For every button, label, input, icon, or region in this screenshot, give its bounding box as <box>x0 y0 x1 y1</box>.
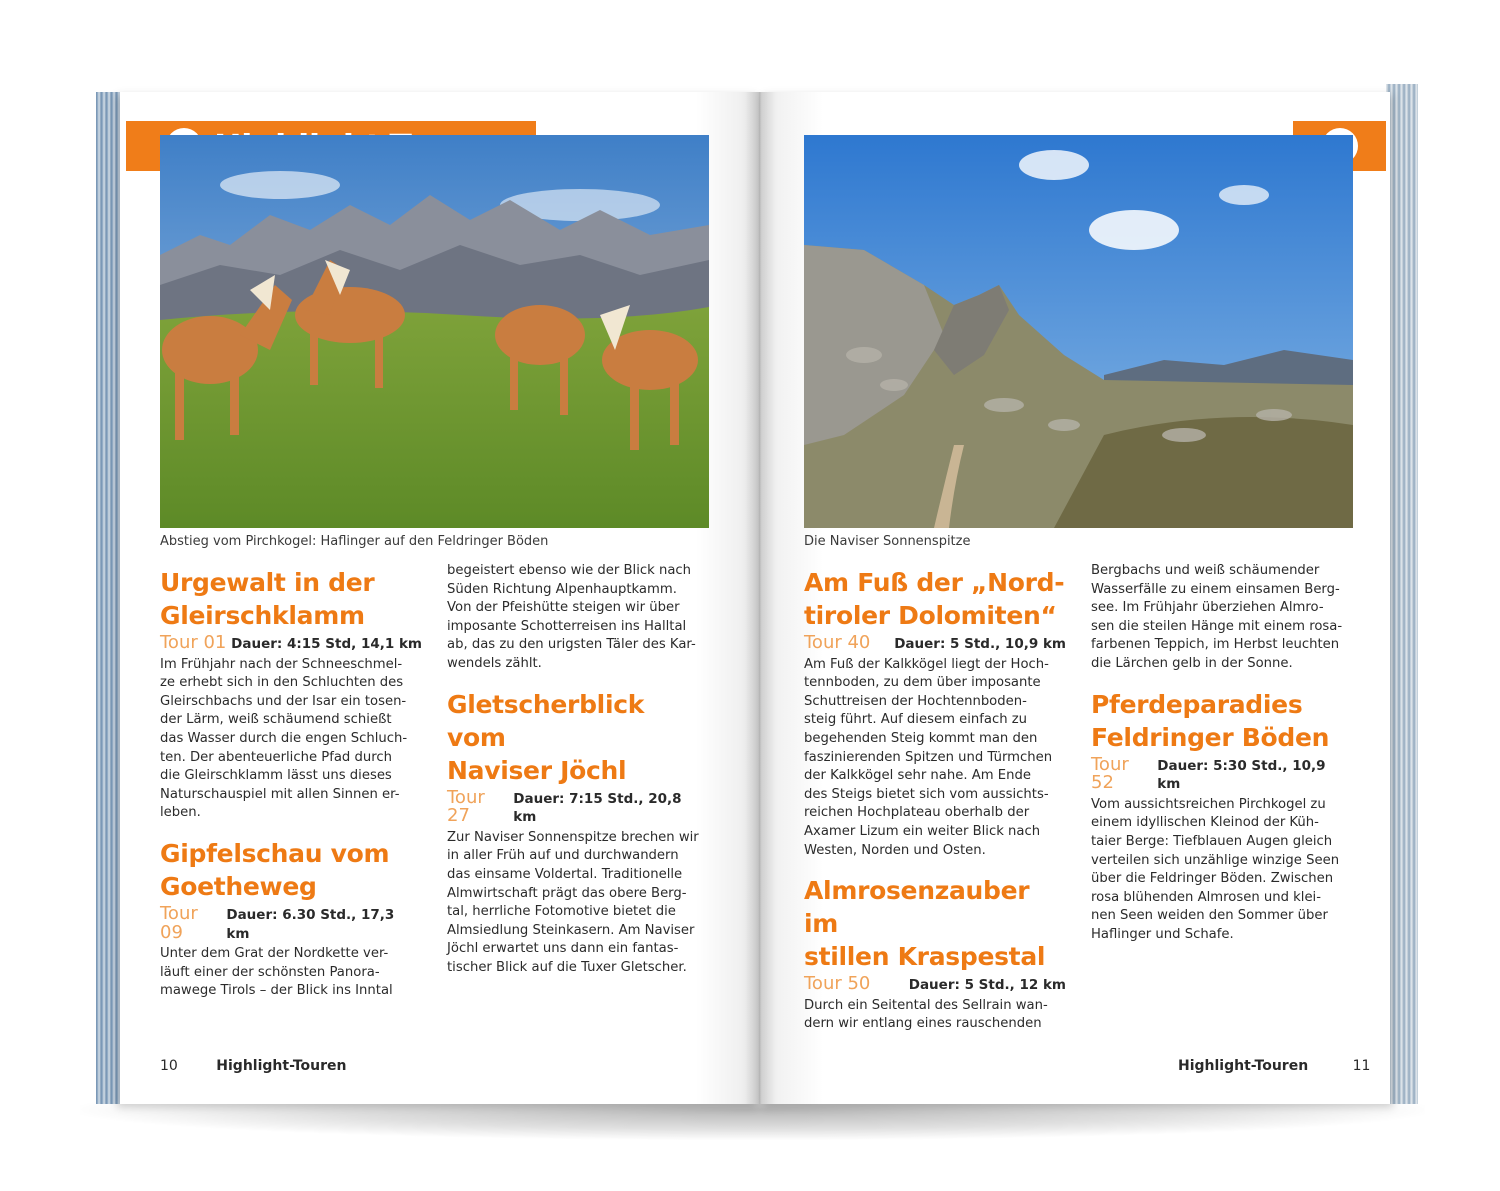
tour-number: Tour 40 <box>804 632 871 653</box>
tour-duration: Dauer: 5 Std., 12 km <box>908 977 1066 994</box>
tour-info <box>804 634 1066 654</box>
tour-heading: Am Fuß der „Nord- tiroler Dolomiten“ <box>804 568 1065 630</box>
tour-info <box>804 975 1066 995</box>
book-page-edges-right <box>1386 84 1418 1104</box>
left-column-2 <box>447 562 709 978</box>
tour-description: Vom aussichtsreichen Pirchkogel zu einem idyllischen Kleinod der Küh- taier Berge: Tiefblauen Augen gleich verteilen sich unzählige winzige Seen über die Feldringer Böden. Zwischen rosa blühenden Almrosen und klei- nen Seen weiden den Sommer über Haflinger und Schafe. <box>1091 796 1340 942</box>
tour-info <box>160 634 422 654</box>
tour-number: Tour 01 <box>160 632 227 653</box>
photo-naviser-sonnenspitze <box>804 135 1353 528</box>
right-column-2 <box>1091 562 1353 945</box>
tour-description: Am Fuß der Kalkkögel liegt der Hoch- tennboden, zu dem über imposante Schuttreisen der Hochtennboden- steig führt. Auf diesem einfach zu begehenden Steig kommt man den faszinierenden Spitzen und Türmchen der Kalkkögel sehr nahe. Am Ende des Steigs bietet sich vom aussichts- reichen Hochplateau oberhalb der Axamer Lizum ein weiter Blick nach Westen, Norden und Osten. <box>804 656 1053 858</box>
tour-description-continued: Bergbachs und weiß schäumender Wasserfälle zu einem einsamen Berg- see. Im Frühjahr überziehen Almro- sen die steilen Hänge mit einem rosa- farbenen Teppich, im Herbst leuchten die Lärchen gelb in der Sonne. <box>1091 563 1343 671</box>
tour-duration: Dauer: 4:15 Std, 14,1 km <box>231 636 422 652</box>
tour-heading: Almrosenzauber im stillen Kraspestal <box>804 876 1046 972</box>
book-page-edges-left <box>96 92 122 1104</box>
tour-heading: Gletscherblick vom Naviser Jöchl <box>447 689 645 785</box>
book-gutter <box>745 92 775 1104</box>
tour-number: Tour 50 <box>804 973 871 995</box>
photo-haflinger-horses <box>160 135 709 528</box>
tour-duration: Dauer: 5:30 Std., 10,9 km <box>1157 757 1326 793</box>
right-column-1 <box>804 566 1066 1034</box>
photo-caption-right: Die Naviser Sonnenspitze <box>804 534 971 549</box>
tour-number: Tour 52 <box>1091 753 1129 794</box>
tour-description: Unter dem Grat der Nordkette ver- läuft einer der schönsten Panora- mawege Tirols – der Blick ins Inntal <box>160 946 393 999</box>
tour-description: Durch ein Seitental des Sellrain wan- dern wir entlang eines rauschenden <box>804 997 1048 1032</box>
footer-left <box>160 1058 346 1074</box>
tour-duration: Dauer: 5 Std., 10,9 km <box>894 636 1066 652</box>
footer-right <box>1178 1058 1370 1074</box>
tour-info <box>447 786 709 827</box>
tour-heading: Gipfelschau vom Goetheweg <box>160 838 390 901</box>
tour-duration: Dauer: 6.30 Std., 17,3 km <box>226 906 395 942</box>
footer-title: Highlight-Touren <box>1178 1058 1309 1074</box>
tour-number: Tour 27 <box>447 786 485 827</box>
tour-description: Im Frühjahr nach der Schneeschmel- ze erhebt sich in den Schluchten des Gleirschbachs und der Isar ein tosen- der Lärm, weiß schäumend schießt das Wasser durch die engen Schluch- ten. Der abenteuerliche Pfad durch die Gleirschklamm lässt uns dieses Naturschauspiel mit allen Sinnen er- leben. <box>160 656 408 821</box>
footer-title: Highlight-Touren <box>216 1058 347 1074</box>
tour-description: Zur Naviser Sonnenspitze brechen wir in aller Früh auf und durchwandern das einsame Voldertal. Traditionelle Almwirtschaft prägt das obere Berg- tal, herrliche Fotomotive bietet die Almsiedlung Steinkasern. Am Naviser Jöchl erwartet uns dann ein fantas- tischer Blick auf die Tuxer Gletscher. <box>447 829 699 975</box>
tour-number: Tour 09 <box>160 902 198 943</box>
tour-heading: Urgewalt in der Gleirschklamm <box>160 568 375 630</box>
tour-info <box>1091 753 1353 794</box>
tour-duration: Dauer: 7:15 Std., 20,8 km <box>513 790 682 826</box>
left-column-1 <box>160 566 422 1001</box>
photo-caption-left: Abstieg vom Pirchkogel: Haflinger auf den Feldringer Böden <box>160 534 549 549</box>
page-number: 10 <box>160 1058 178 1074</box>
page-number: 11 <box>1352 1058 1371 1074</box>
tour-description-continued: begeistert ebenso wie der Blick nach Süden Richtung Alpenhauptkamm. Von der Pfeishütte steigen wir über imposante Schotterreisen ins Halltal ab, das zu den urigsten Täler des Kar- wendels zählt. <box>447 563 696 671</box>
tour-info <box>160 902 422 943</box>
tour-heading: Pferdeparadies Feldringer Böden <box>1091 689 1330 752</box>
